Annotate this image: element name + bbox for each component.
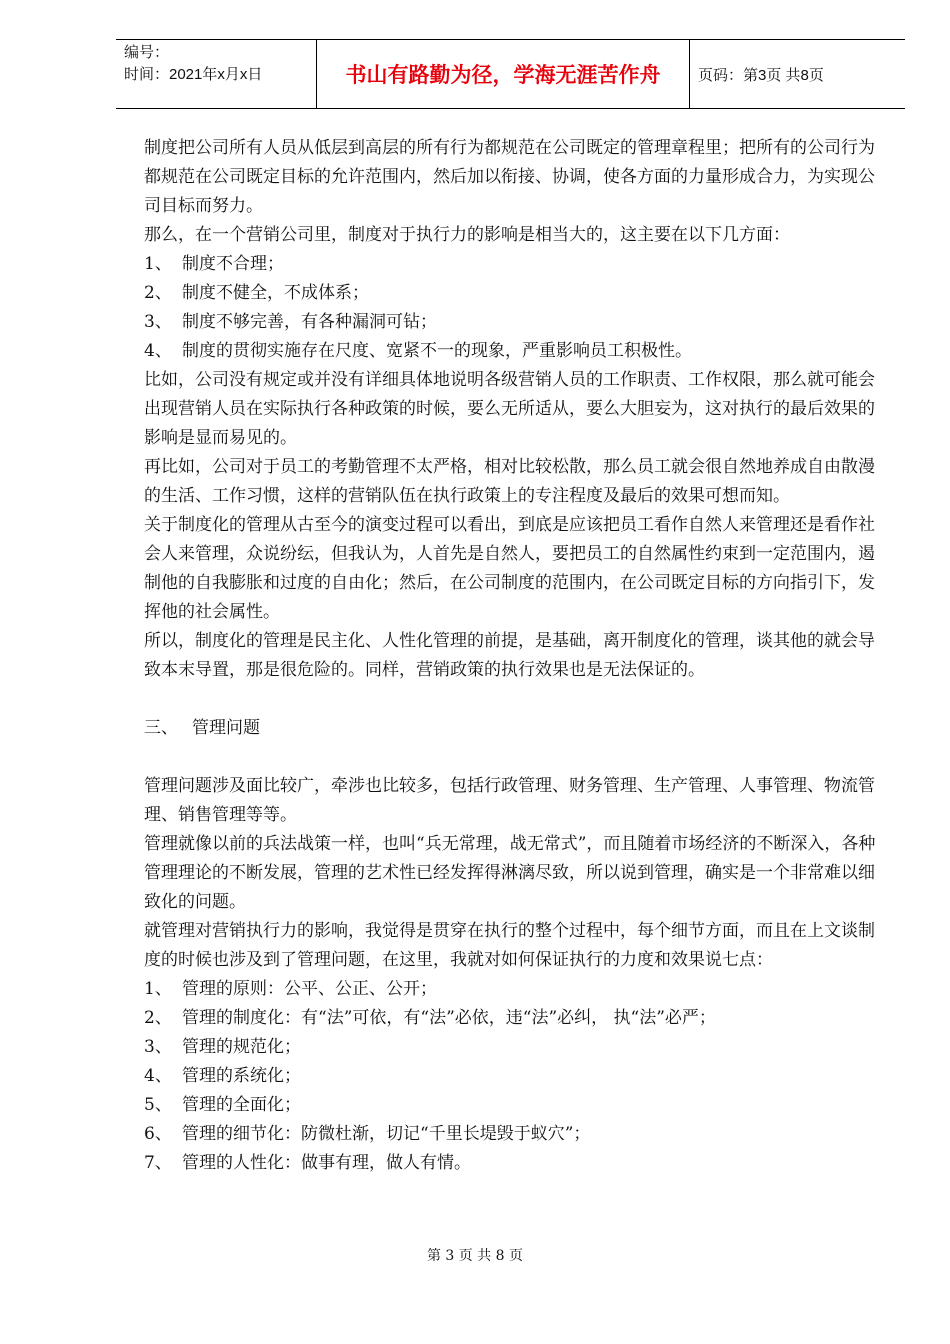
header-page-info: 页码：第3页 共8页: [698, 66, 824, 84]
paragraph: 就管理对营销执行力的影响，我觉得是贯穿在执行的整个过程中，每个细节方面，而且在上文谈制度的时候也涉及到了管理问题，在这里，我就对如何保证执行的力度和效果说七点：: [144, 921, 875, 970]
document-body: [144, 134, 882, 1178]
list-number: 5、: [144, 1095, 172, 1115]
list-text: 管理的系统化；: [182, 1066, 301, 1086]
list-item: [144, 1004, 882, 1033]
paragraph: 所以，制度化的管理是民主化、人性化管理的前提，是基础，离开制度化的管理，谈其他的就会导致本末导置，那是很危险的。同样，营销政策的执行效果也是无法保证的。: [144, 631, 875, 680]
list-number: 6、: [144, 1124, 172, 1144]
list-number: 2、: [144, 283, 172, 303]
list-text: 管理的制度化：有“法”可依，有“法”必依，违“法”必纠， 执“法”必严；: [182, 1008, 716, 1028]
list-text: 管理的规范化；: [182, 1037, 301, 1057]
list-item: [144, 1033, 882, 1062]
list-text: 管理的原则：公平、公正、公开；: [182, 979, 437, 999]
section-number: 三、: [144, 718, 178, 738]
list-text: 制度的贯彻实施存在尺度、宽紧不一的现象，严重影响员工积极性。: [182, 341, 692, 361]
list-number: 3、: [144, 1037, 172, 1057]
list-number: 1、: [144, 254, 172, 274]
code-label: 编号：: [124, 44, 170, 61]
paragraph: 那么，在一个营销公司里，制度对于执行力的影响是相当大的，这主要在以下几方面：: [144, 225, 790, 245]
list-item: [144, 250, 882, 279]
header-slogan: 书山有路勤为径，学海无涯苦作舟: [316, 40, 690, 108]
list-item: [144, 1091, 882, 1120]
list-item: [144, 1062, 882, 1091]
list-item: [144, 337, 882, 366]
list-number: 7、: [144, 1153, 172, 1173]
list-text: 制度不合理；: [182, 254, 284, 274]
section-title: 管理问题: [192, 718, 260, 738]
time-label: 时间：2021年x月x日: [124, 66, 263, 83]
paragraph: 管理就像以前的兵法战策一样，也叫“兵无常理，战无常式”，而且随着市场经济的不断深入，各种管理理论的不断发展，管理的艺术性已经发挥得淋漓尽致，所以说到管理，确实是一个非常难以细致化的问题。: [144, 834, 876, 912]
page-header: [116, 39, 905, 109]
spacer: [144, 743, 882, 772]
list-number: 3、: [144, 312, 172, 332]
list-number: 4、: [144, 1066, 172, 1086]
paragraph: 再比如，公司对于员工的考勤管理不太严格，相对比较松散，那么员工就会很自然地养成自由散漫的生活、工作习惯，这样的营销队伍在执行政策上的专注程度及最后的效果可想而知。: [144, 457, 875, 506]
list-text: 管理的全面化；: [182, 1095, 301, 1115]
list-text: 管理的细节化：防微杜渐，切记“千里长堤毁于蚁穴”；: [182, 1124, 591, 1144]
list-text: 制度不健全，不成体系；: [182, 283, 369, 303]
list-number: 1、: [144, 979, 172, 999]
section-heading: [144, 714, 882, 743]
list-item: [144, 308, 882, 337]
list-number: 4、: [144, 341, 172, 361]
list-text: 管理的人性化：做事有理，做人有情。: [182, 1153, 471, 1173]
list-text: 制度不够完善，有各种漏洞可钻；: [182, 312, 437, 332]
paragraph: 关于制度化的管理从古至今的演变过程可以看出，到底是应该把员工看作自然人来管理还是看作社会人来管理，众说纷纭，但我认为，人首先是自然人，要把员工的自然属性约束到一定范围内，遏制他的自我膨胀和过度的自由化；然后，在公司制度的范围内，在公司既定目标的方向指引下，发挥他的社会属性。: [144, 515, 875, 622]
list-item: [144, 1120, 882, 1149]
list-item: [144, 975, 882, 1004]
page-footer: 第 3 页 共 8 页: [426, 1248, 524, 1264]
list-number: 2、: [144, 1008, 172, 1028]
spacer: [144, 685, 882, 714]
header-meta: [116, 40, 316, 108]
paragraph: 管理问题涉及面比较广，牵涉也比较多，包括行政管理、财务管理、生产管理、人事管理、物流管理、销售管理等等。: [144, 776, 875, 825]
paragraph: 制度把公司所有人员从低层到高层的所有行为都规范在公司既定的管理章程里；把所有的公司行为都规范在公司既定目标的允许范围内，然后加以衔接、协调，使各方面的力量形成合力，为实现公司目标而努力。: [144, 138, 875, 216]
list-item: [144, 279, 882, 308]
list-item: [144, 1149, 882, 1178]
paragraph: 比如，公司没有规定或并没有详细具体地说明各级营销人员的工作职责、工作权限，那么就可能会出现营销人员在实际执行各种政策的时候，要么无所适从，要么大胆妄为，这对执行的最后效果的影响是显而易见的。: [144, 370, 875, 448]
